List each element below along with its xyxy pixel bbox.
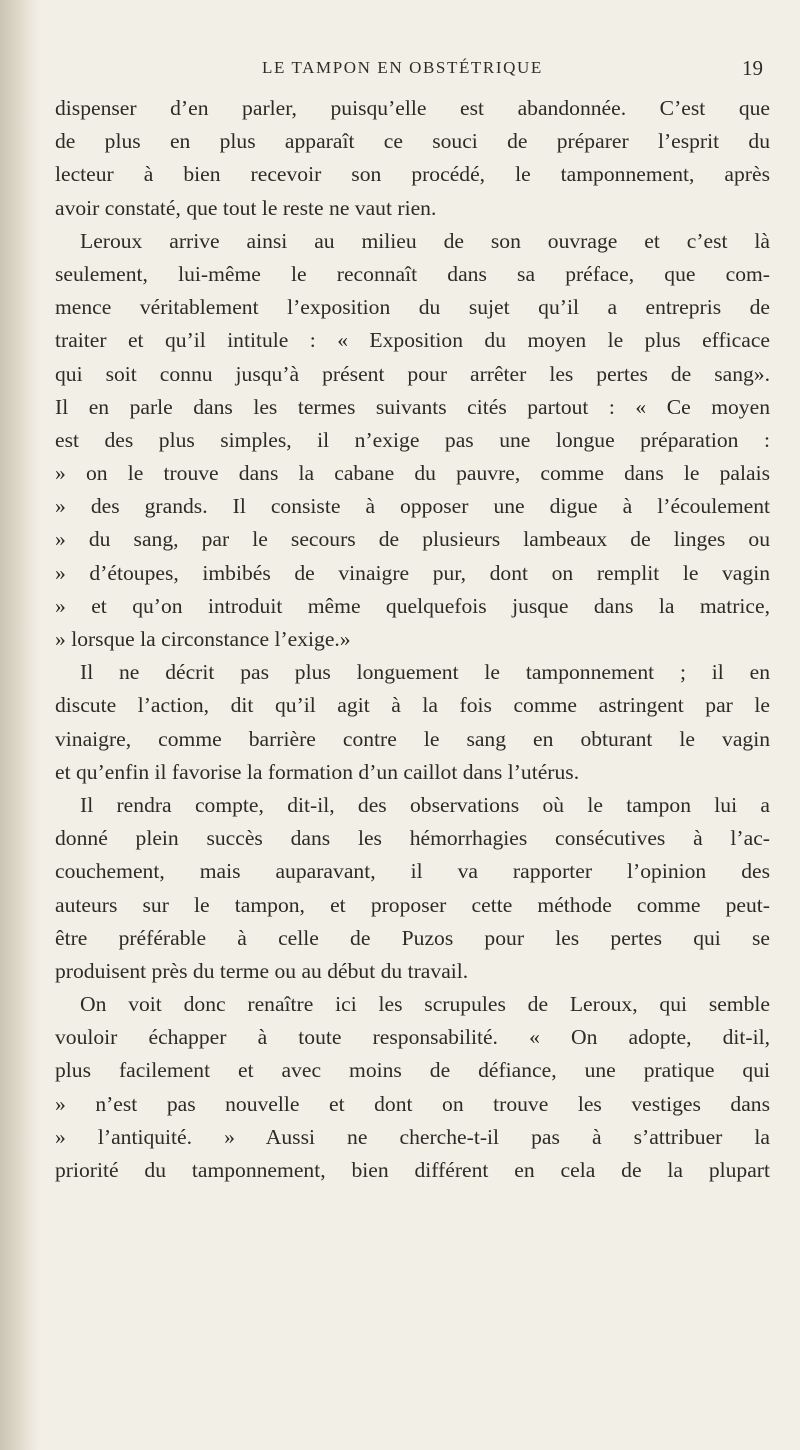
text-line: donné plein succès dans les hémorrhagies consécutives à l’ac- bbox=[55, 826, 770, 851]
text-line: avoir constaté, que tout le reste ne vaut rien. bbox=[55, 195, 437, 220]
text-line: plus facilement et avec moins de défiance, une pratique qui bbox=[55, 1058, 770, 1083]
text-line: Il rendra compte, dit-il, des observations où le tampon lui a bbox=[80, 792, 770, 817]
text-line: » n’est pas nouvelle et dont on trouve les vestiges dans bbox=[55, 1091, 770, 1116]
text-line: mence véritablement l’exposition du sujet qu’il a entrepris de bbox=[55, 295, 770, 320]
text-line: On voit donc renaître ici les scrupules de Leroux, qui semble bbox=[80, 992, 770, 1017]
text-line: » d’étoupes, imbibés de vinaigre pur, dont on remplit le vagin bbox=[55, 560, 770, 585]
text-line: Leroux arrive ainsi au milieu de son ouvrage et c’est là bbox=[80, 228, 770, 253]
text-line: être préférable à celle de Puzos pour les pertes qui se bbox=[55, 925, 770, 950]
page-gutter-shadow bbox=[0, 0, 40, 1450]
text-line: » on le trouve dans la cabane du pauvre, comme dans le palais bbox=[55, 461, 770, 486]
text-line: » des grands. Il consiste à opposer une digue à l’écoulement bbox=[55, 494, 770, 519]
text-line: seulement, lui-même le reconnaît dans sa préface, que com- bbox=[55, 261, 770, 286]
text-line: de plus en plus apparaît ce souci de préparer l’esprit du bbox=[55, 129, 770, 154]
text-line: dispenser d’en parler, puisqu’elle est abandonnée. C’est que bbox=[55, 96, 770, 120]
text-line: auteurs sur le tampon, et proposer cette méthode comme peut- bbox=[55, 892, 770, 917]
text-line: priorité du tamponnement, bien différent en cela de la plupart bbox=[55, 1158, 770, 1182]
running-title: LE TAMPON EN OBSTÉTRIQUE bbox=[262, 58, 543, 77]
text-line: et qu’enfin il favorise la formation d’un caillot dans l’utérus. bbox=[55, 759, 580, 784]
text-line: » lorsque la circonstance l’exige.» bbox=[55, 627, 351, 651]
text-line: lecteur à bien recevoir son procédé, le tamponnement, après bbox=[55, 162, 770, 187]
text-line: vinaigre, comme barrière contre le sang en obturant le vagin bbox=[55, 726, 770, 751]
text-line: traiter et qu’il intitule : « Exposition du moyen le plus efficace bbox=[55, 328, 770, 353]
text-line: Il ne décrit pas plus longuement le tamponnement ; il en bbox=[80, 660, 770, 685]
text-line: » et qu’on introduit même quelquefois jusque dans la matrice, bbox=[55, 593, 770, 618]
text-line: est des plus simples, il n’exige pas une longue préparation : bbox=[55, 427, 770, 452]
text-line: couchement, mais auparavant, il va rapporter l’opinion des bbox=[55, 859, 770, 884]
text-line: discute l’action, dit qu’il agit à la fois comme astringent par le bbox=[55, 693, 770, 718]
body-text bbox=[55, 92, 770, 1187]
text-line: Il en parle dans les termes suivants cités partout : « Ce moyen bbox=[55, 394, 770, 419]
text-line: produisent près du terme ou au début du travail. bbox=[55, 958, 469, 983]
page-number: 19 bbox=[742, 56, 763, 80]
text-line: » l’antiquité. » Aussi ne cherche-t-il pas à s’attribuer la bbox=[55, 1124, 770, 1149]
text-line: » du sang, par le secours de plusieurs lambeaux de linges ou bbox=[55, 527, 770, 552]
text-line: vouloir échapper à toute responsabilité. « On adopte, dit-il, bbox=[55, 1025, 770, 1050]
text-line: qui soit connu jusqu’à présent pour arrêter les pertes de sang». bbox=[55, 361, 770, 386]
